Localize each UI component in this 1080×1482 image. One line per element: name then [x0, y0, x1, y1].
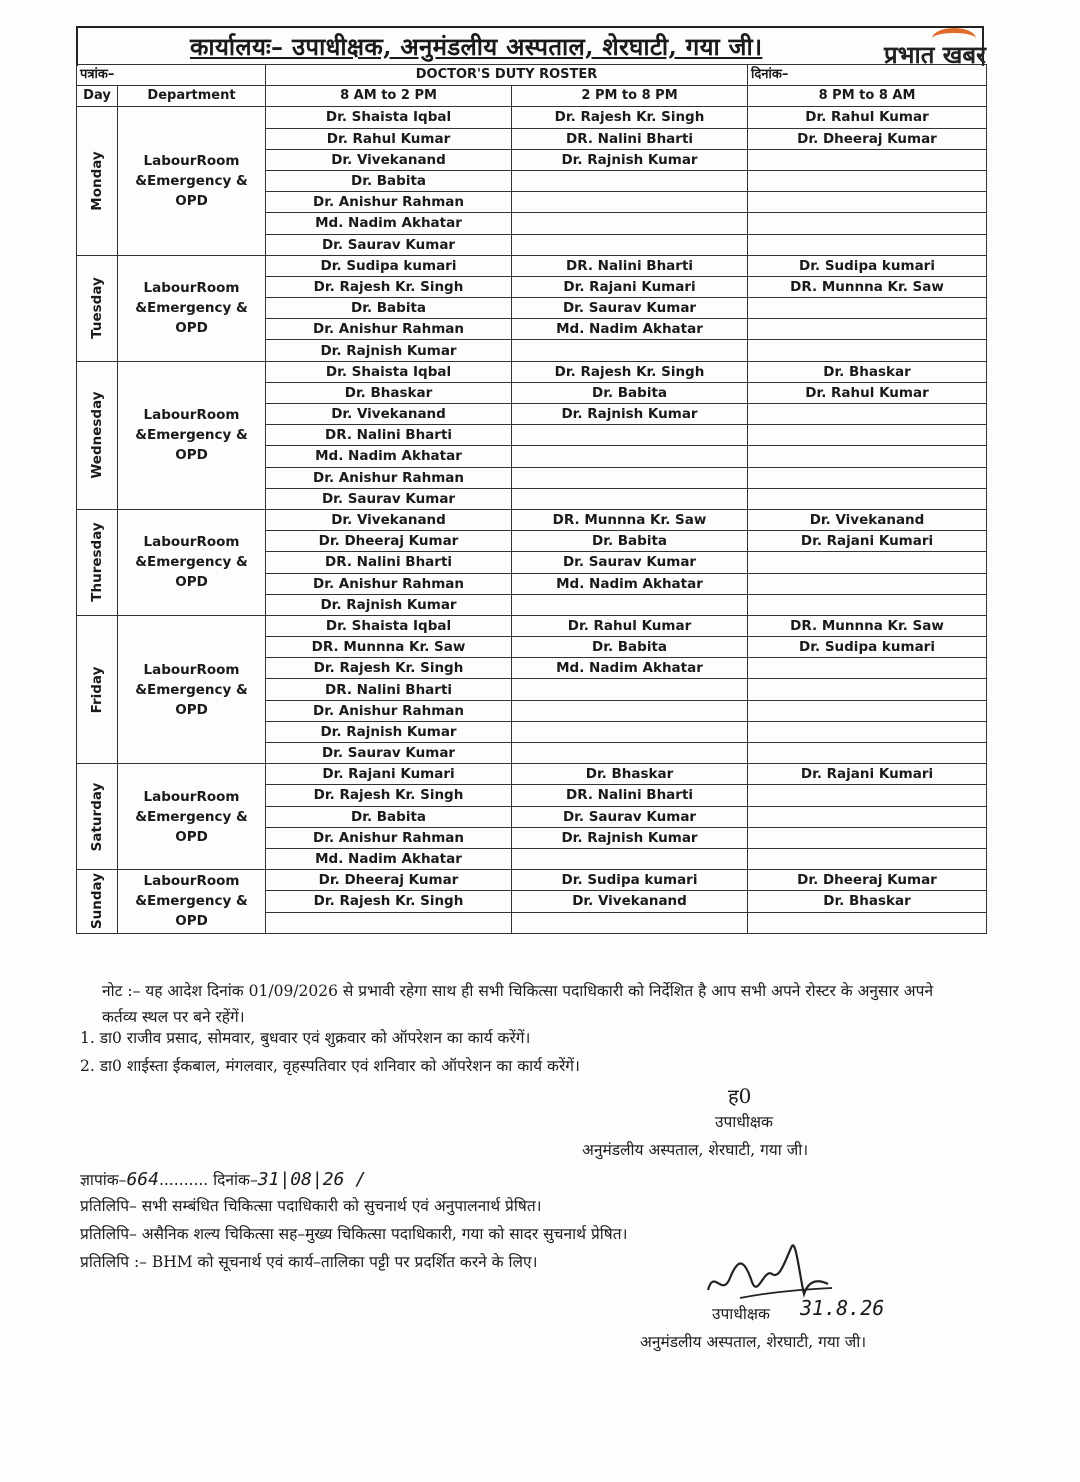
duty-cell-shift-3: [748, 552, 987, 573]
duty-cell-shift-1: Dr. Shaista Iqbal: [266, 361, 512, 382]
memo-label: ज्ञापांक–: [80, 1171, 127, 1189]
department-line: LabourRoom: [143, 153, 240, 170]
memo-reference: ज्ञापांक–664.......... दिनांक–31|08|26 /: [80, 1169, 367, 1190]
duty-cell-shift-3: [748, 319, 987, 340]
roster-row: [77, 509, 987, 530]
duty-cell-shift-1: [266, 912, 512, 933]
signature-mark: ह0: [728, 1084, 752, 1108]
department-cell: [118, 615, 266, 763]
duty-cell-shift-1: DR. Munnna Kr. Saw: [266, 637, 512, 658]
day-label: Sunday: [89, 873, 105, 930]
duty-cell-shift-2: [512, 848, 748, 869]
duty-cell-shift-1: Dr. Anishur Rahman: [266, 467, 512, 488]
duty-cell-shift-1: Dr. Rajesh Kr. Singh: [266, 891, 512, 912]
duty-cell-shift-2: Dr. Babita: [512, 531, 748, 552]
letter-no-label: पत्रांक–: [77, 65, 266, 86]
duty-cell-shift-1: Dr. Anishur Rahman: [266, 700, 512, 721]
memo-number: 664: [126, 1169, 159, 1190]
signature2-date: 31.8.26: [800, 1296, 885, 1320]
day-label: Wednesday: [89, 391, 105, 479]
duty-cell-shift-3: [748, 827, 987, 848]
duty-cell-shift-1: Dr. Babita: [266, 806, 512, 827]
duty-cell-shift-1: Dr. Rajani Kumari: [266, 764, 512, 785]
duty-cell-shift-3: [748, 700, 987, 721]
duty-cell-shift-3: [748, 573, 987, 594]
duty-cell-shift-2: Dr. Saurav Kumar: [512, 298, 748, 319]
duty-cell-shift-2: Dr. Rajnish Kumar: [512, 827, 748, 848]
duty-cell-shift-2: Dr. Rahul Kumar: [512, 615, 748, 636]
duty-cell-shift-1: Dr. Vivekanand: [266, 509, 512, 530]
duty-cell-shift-1: Dr. Rajesh Kr. Singh: [266, 658, 512, 679]
duty-cell-shift-1: Dr. Rajesh Kr. Singh: [266, 785, 512, 806]
duty-cell-shift-1: Dr. Saurav Kumar: [266, 743, 512, 764]
signature2-title: उपाधीक्षक: [712, 1305, 770, 1323]
duty-cell-shift-1: Dr. Anishur Rahman: [266, 573, 512, 594]
roster-title: DOCTOR'S DUTY ROSTER: [266, 65, 748, 86]
day-label: Friday: [89, 666, 105, 713]
copy-line-3: प्रतिलिपि :– BHM को सूचनार्थ एवं कार्य–तालिका पट्टी पर प्रदर्शित करने के लिए।: [80, 1253, 538, 1271]
date-label: दिनांक–: [748, 65, 987, 86]
department-line: &Emergency & OPD: [135, 681, 248, 718]
duty-cell-shift-2: [512, 743, 748, 764]
duty-cell-shift-1: Dr. Dheeraj Kumar: [266, 870, 512, 891]
department-line: LabourRoom: [143, 280, 240, 297]
office-title: कार्यालयः– उपाधीक्षक, अनुमंडलीय अस्पताल, शेरघाटी, गया जी।: [190, 32, 763, 61]
department-cell: [118, 509, 266, 615]
duty-cell-shift-2: Md. Nadim Akhatar: [512, 319, 748, 340]
memo-date: 31|08|26 /: [257, 1169, 367, 1190]
duty-cell-shift-3: [748, 743, 987, 764]
duty-cell-shift-3: [748, 404, 987, 425]
duty-cell-shift-2: Dr. Saurav Kumar: [512, 806, 748, 827]
duty-cell-shift-3: [748, 848, 987, 869]
duty-cell-shift-1: Dr. Vivekanand: [266, 404, 512, 425]
duty-cell-shift-2: Md. Nadim Akhatar: [512, 658, 748, 679]
duty-cell-shift-3: Dr. Bhaskar: [748, 891, 987, 912]
duty-cell-shift-3: [748, 446, 987, 467]
note-main: नोट :– यह आदेश दिनांक 01/09/2026 से प्रभावी रहेगा साथ ही सभी चिकित्सा पदाधिकारी को निर्देशित है आप सभी अपने रोस्टर के अनुसार अपने कर्तव्य स्थल पर बने रहेंगें।: [102, 982, 934, 1026]
duty-cell-shift-3: [748, 467, 987, 488]
signature1-org: अनुमंडलीय अस्पताल, शेरघाटी, गया जी।: [582, 1141, 809, 1159]
duty-cell-shift-2: Dr. Rajesh Kr. Singh: [512, 361, 748, 382]
duty-cell-shift-2: [512, 700, 748, 721]
duty-cell-shift-1: Dr. Rajnish Kumar: [266, 340, 512, 361]
duty-cell-shift-2: [512, 679, 748, 700]
duty-cell-shift-1: DR. Nalini Bharti: [266, 552, 512, 573]
duty-cell-shift-1: Dr. Bhaskar: [266, 382, 512, 403]
department-line: LabourRoom: [143, 873, 240, 890]
logo-text: प्रभात खबर: [884, 40, 986, 69]
duty-cell-shift-1: Dr. Dheeraj Kumar: [266, 531, 512, 552]
duty-cell-shift-3: [748, 192, 987, 213]
duty-cell-shift-1: Dr. Vivekanand: [266, 149, 512, 170]
department-line: &Emergency & OPD: [135, 554, 248, 591]
duty-cell-shift-1: Dr. Rajnish Kumar: [266, 594, 512, 615]
day-cell: [77, 764, 118, 870]
roster-row: [77, 361, 987, 382]
department-line: LabourRoom: [143, 788, 240, 805]
duty-cell-shift-3: Dr. Rajani Kumari: [748, 531, 987, 552]
duty-cell-shift-1: DR. Nalini Bharti: [266, 425, 512, 446]
duty-cell-shift-1: Dr. Rajnish Kumar: [266, 721, 512, 742]
day-cell: [77, 361, 118, 509]
col-header-shift-1: 8 AM to 2 PM: [266, 86, 512, 107]
duty-cell-shift-3: [748, 785, 987, 806]
duty-cell-shift-1: Dr. Sudipa kumari: [266, 255, 512, 276]
duty-cell-shift-1: Dr. Babita: [266, 298, 512, 319]
duty-cell-shift-2: [512, 446, 748, 467]
duty-cell-shift-2: [512, 425, 748, 446]
duty-cell-shift-3: [748, 912, 987, 933]
duty-cell-shift-2: Dr. Rajnish Kumar: [512, 404, 748, 425]
duty-cell-shift-2: Dr. Bhaskar: [512, 764, 748, 785]
day-label: Tuesday: [89, 277, 105, 339]
department-cell: [118, 361, 266, 509]
roster-row: [77, 107, 987, 128]
duty-cell-shift-3: Dr. Bhaskar: [748, 361, 987, 382]
department-line: &Emergency & OPD: [135, 300, 248, 337]
roster-row: [77, 255, 987, 276]
col-header-department: Department: [118, 86, 266, 107]
duty-cell-shift-3: Dr. Sudipa kumari: [748, 255, 987, 276]
col-header-shift-2: 2 PM to 8 PM: [512, 86, 748, 107]
day-cell: [77, 870, 118, 934]
duty-cell-shift-2: [512, 213, 748, 234]
duty-cell-shift-1: Dr. Rajesh Kr. Singh: [266, 276, 512, 297]
duty-cell-shift-1: Dr. Shaista Iqbal: [266, 615, 512, 636]
duty-cell-shift-2: [512, 912, 748, 933]
duty-cell-shift-2: Dr. Babita: [512, 382, 748, 403]
duty-cell-shift-2: DR. Munnna Kr. Saw: [512, 509, 748, 530]
duty-cell-shift-1: Dr. Saurav Kumar: [266, 234, 512, 255]
duty-cell-shift-3: [748, 149, 987, 170]
day-cell: [77, 615, 118, 763]
duty-cell-shift-2: [512, 721, 748, 742]
duty-cell-shift-2: [512, 340, 748, 361]
department-cell: [118, 764, 266, 870]
duty-cell-shift-3: [748, 488, 987, 509]
day-label: Thuresday: [89, 522, 105, 603]
duty-cell-shift-2: Dr. Rajani Kumari: [512, 276, 748, 297]
roster-row: [77, 870, 987, 891]
duty-cell-shift-2: Dr. Babita: [512, 637, 748, 658]
department-line: &Emergency & OPD: [135, 893, 248, 930]
duty-cell-shift-1: Dr. Anishur Rahman: [266, 827, 512, 848]
duty-cell-shift-3: [748, 340, 987, 361]
duty-cell-shift-1: Md. Nadim Akhatar: [266, 213, 512, 234]
duty-cell-shift-1: Dr. Anishur Rahman: [266, 319, 512, 340]
duty-cell-shift-2: DR. Nalini Bharti: [512, 128, 748, 149]
note-item-1: 1. डा0 राजीव प्रसाद, सोमवार, बुधवार एवं शुक्रवार को ऑपरेशन का कार्य करेंगें।: [80, 1029, 531, 1047]
roster-table: [76, 64, 987, 934]
duty-cell-shift-2: Dr. Saurav Kumar: [512, 552, 748, 573]
duty-cell-shift-3: Dr. Vivekanand: [748, 509, 987, 530]
department-line: LabourRoom: [143, 661, 240, 678]
duty-cell-shift-2: [512, 170, 748, 191]
duty-cell-shift-3: DR. Munnna Kr. Saw: [748, 615, 987, 636]
duty-cell-shift-3: [748, 213, 987, 234]
duty-cell-shift-2: DR. Nalini Bharti: [512, 255, 748, 276]
col-header-shift-3: 8 PM to 8 AM: [748, 86, 987, 107]
duty-cell-shift-1: Dr. Rahul Kumar: [266, 128, 512, 149]
duty-cell-shift-3: [748, 721, 987, 742]
duty-cell-shift-1: DR. Nalini Bharti: [266, 679, 512, 700]
duty-cell-shift-2: Dr. Rajnish Kumar: [512, 149, 748, 170]
duty-cell-shift-2: [512, 594, 748, 615]
department-line: &Emergency & OPD: [135, 427, 248, 464]
duty-cell-shift-1: Dr. Shaista Iqbal: [266, 107, 512, 128]
duty-cell-shift-2: DR. Nalini Bharti: [512, 785, 748, 806]
duty-cell-shift-2: Dr. Rajesh Kr. Singh: [512, 107, 748, 128]
roster-row: [77, 615, 987, 636]
duty-cell-shift-2: Dr. Vivekanand: [512, 891, 748, 912]
duty-cell-shift-3: [748, 234, 987, 255]
duty-cell-shift-3: [748, 170, 987, 191]
duty-cell-shift-3: [748, 806, 987, 827]
duty-cell-shift-3: DR. Munnna Kr. Saw: [748, 276, 987, 297]
signature2-org: अनुमंडलीय अस्पताल, शेरघाटी, गया जी।: [640, 1333, 867, 1351]
day-cell: [77, 107, 118, 255]
day-label: Monday: [89, 151, 105, 211]
duty-cell-shift-2: Md. Nadim Akhatar: [512, 573, 748, 594]
roster-row: [77, 764, 987, 785]
duty-cell-shift-3: Dr. Rajani Kumari: [748, 764, 987, 785]
department-line: &Emergency & OPD: [135, 173, 248, 210]
signature1-title: उपाधीक्षक: [715, 1113, 773, 1131]
department-cell: [118, 870, 266, 934]
department-cell: [118, 107, 266, 255]
duty-cell-shift-3: [748, 594, 987, 615]
col-header-day: Day: [77, 86, 118, 107]
duty-cell-shift-3: Dr. Dheeraj Kumar: [748, 870, 987, 891]
duty-cell-shift-3: Dr. Sudipa kumari: [748, 637, 987, 658]
memo-date-label: दिनांक–: [213, 1171, 258, 1189]
duty-cell-shift-2: Dr. Sudipa kumari: [512, 870, 748, 891]
department-line: LabourRoom: [143, 407, 240, 424]
day-cell: [77, 255, 118, 361]
day-label: Saturday: [89, 782, 105, 852]
duty-cell-shift-1: Md. Nadim Akhatar: [266, 848, 512, 869]
duty-cell-shift-3: [748, 298, 987, 319]
duty-cell-shift-2: [512, 192, 748, 213]
department-line: &Emergency & OPD: [135, 808, 248, 845]
duty-cell-shift-1: Md. Nadim Akhatar: [266, 446, 512, 467]
duty-cell-shift-1: Dr. Anishur Rahman: [266, 192, 512, 213]
copy-line-2: प्रतिलिपि– असैनिक शल्य चिकित्सा सह–मुख्य चिकित्सा पदाधिकारी, गया को सादर सुचनार्थ प्रेषित।: [80, 1225, 628, 1243]
duty-cell-shift-1: Dr. Babita: [266, 170, 512, 191]
duty-cell-shift-3: Dr. Dheeraj Kumar: [748, 128, 987, 149]
department-cell: [118, 255, 266, 361]
duty-cell-shift-3: Dr. Rahul Kumar: [748, 382, 987, 403]
department-line: LabourRoom: [143, 534, 240, 551]
duty-cell-shift-2: [512, 234, 748, 255]
duty-cell-shift-3: [748, 679, 987, 700]
duty-cell-shift-2: [512, 488, 748, 509]
duty-cell-shift-3: Dr. Rahul Kumar: [748, 107, 987, 128]
duty-cell-shift-1: Dr. Saurav Kumar: [266, 488, 512, 509]
duty-cell-shift-2: [512, 467, 748, 488]
duty-cell-shift-3: [748, 425, 987, 446]
day-cell: [77, 509, 118, 615]
note-item-2: 2. डा0 शाईस्ता ईकबाल, मंगलवार, वृहस्पतिवार एवं शनिवार को ऑपरेशन का कार्य करेंगें।: [80, 1057, 580, 1075]
copy-line-1: प्रतिलिपि– सभी सम्बंधित चिकित्सा पदाधिकारी को सुचनार्थ एवं अनुपालनार्थ प्रेषित।: [80, 1197, 542, 1215]
duty-cell-shift-3: [748, 658, 987, 679]
